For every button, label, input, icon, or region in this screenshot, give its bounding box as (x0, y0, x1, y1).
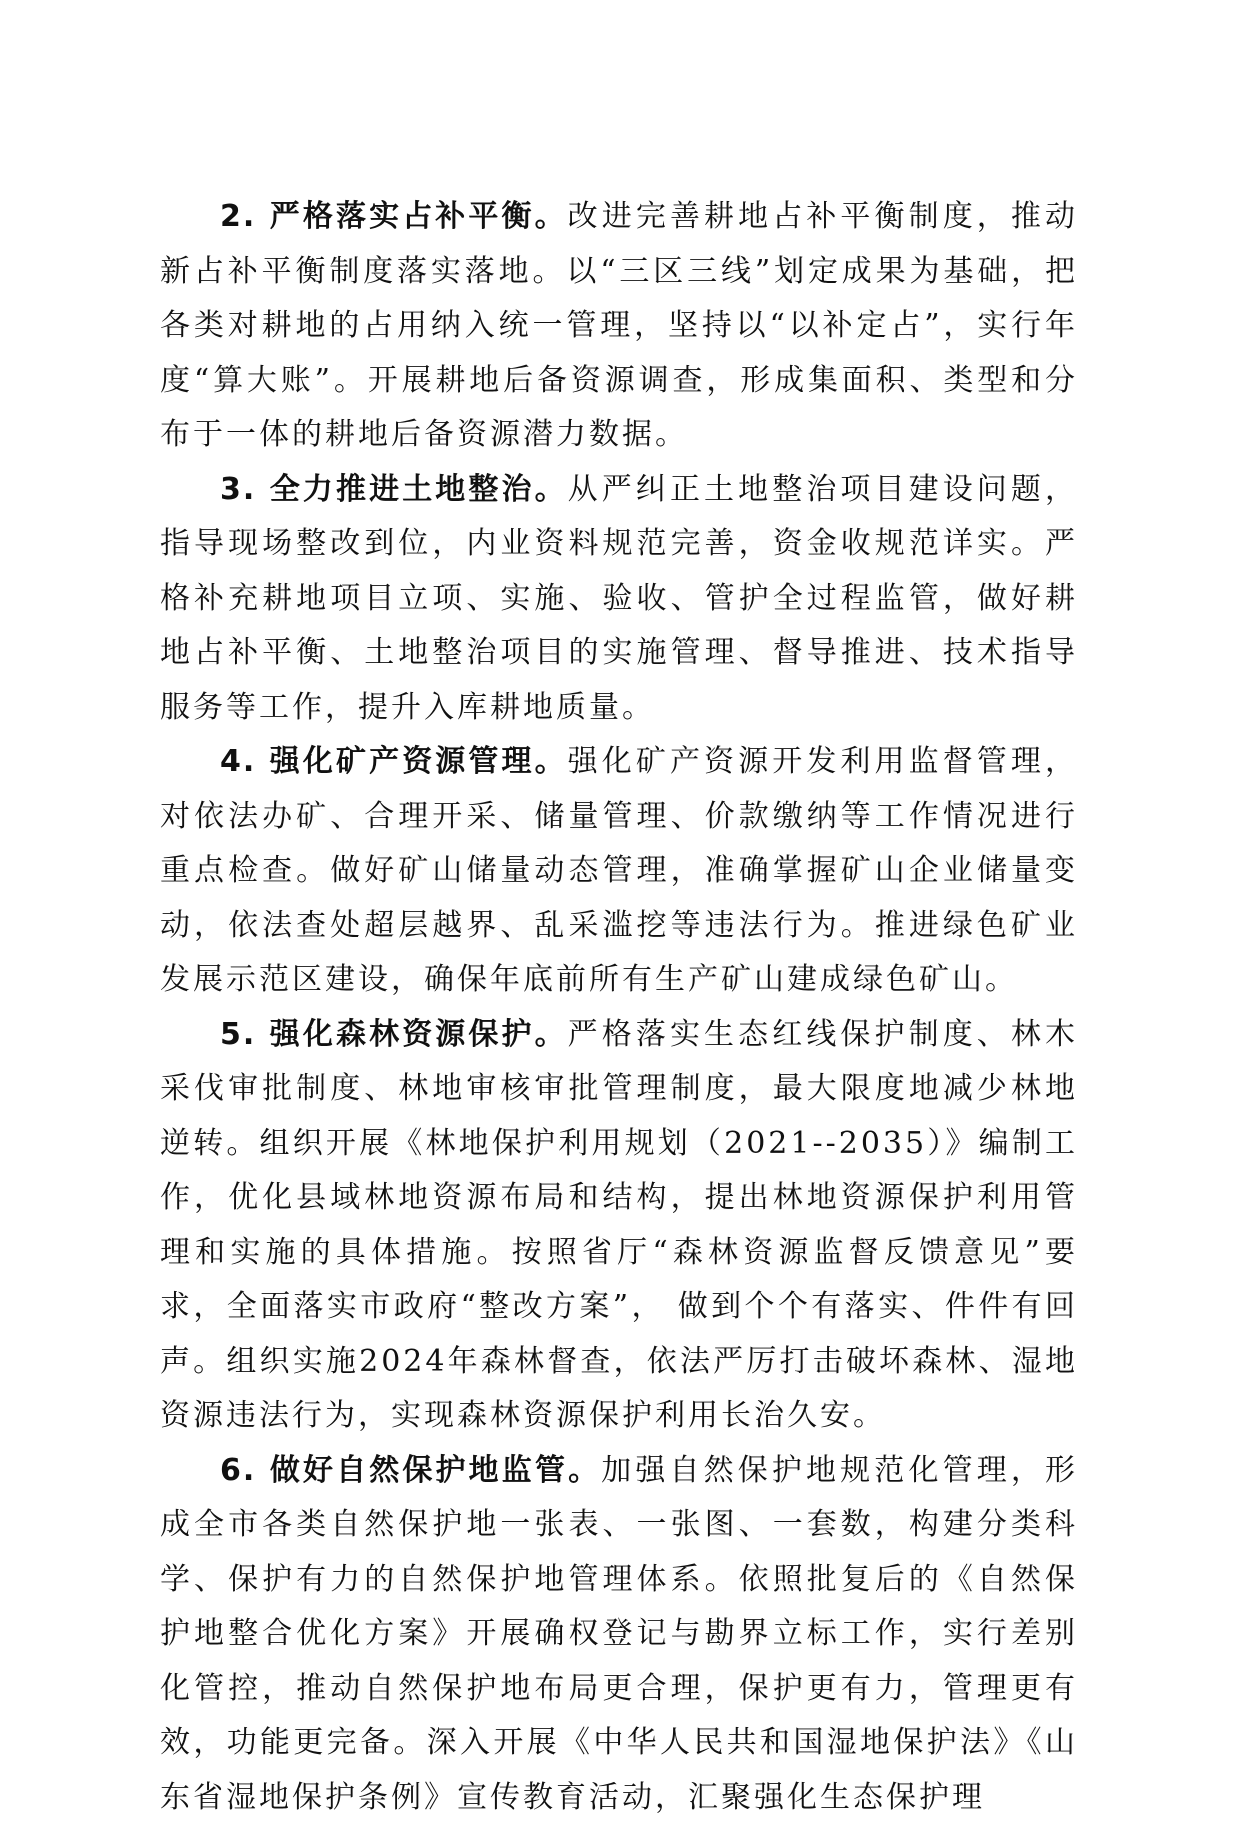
document-page (160, 190, 1078, 1825)
paragraph-mineral-resources (160, 735, 1078, 1008)
paragraph-heading: 2. 严格落实占补平衡。 (220, 199, 568, 234)
paragraph-heading: 4. 强化矿产资源管理。 (220, 744, 568, 779)
paragraph-heading: 5. 强化森林资源保护。 (220, 1017, 568, 1052)
paragraph-body: 从严纠正土地整治项目建设问题，指导现场整改到位，内业资料规范完善，资金收规范详实。严格补充耕地项目立项、实施、验收、管护全过程监管，做好耕地占补平衡、土地整治项目的实施管理、督导推进、技术指导服务等工作，提升入库耕地质量。 (160, 472, 1078, 725)
paragraph-forest-protection (160, 1008, 1078, 1444)
paragraph-heading: 3. 全力推进土地整治。 (220, 472, 568, 507)
paragraph-body: 加强自然保护地规范化管理，形成全市各类自然保护地一张表、一张图、一套数，构建分类科学、保护有力的自然保护地管理体系。依照批复后的《自然保护地整合优化方案》开展确权登记与勘界立标工作，实行差别化管控，推动自然保护地布局更合理，保护更有力，管理更有效，功能更完备。深入开展《中华人民共和国湿地保护法》《山东省湿地保护条例》宣传教育活动，汇聚强化生态保护理 (160, 1453, 1078, 1815)
paragraph-body: 改进完善耕地占补平衡制度，推动新占补平衡制度落实落地。以“三区三线”划定成果为基础，把各类对耕地的占用纳入统一管理，坚持以“以补定占”，实行年度“算大账”。开展耕地后备资源调查，形成集面积、类型和分布于一体的耕地后备资源潜力数据。 (160, 199, 1078, 452)
paragraph-farmland-balance (160, 190, 1078, 463)
paragraph-nature-reserves (160, 1444, 1078, 1825)
paragraph-body: 严格落实生态红线保护制度、林木采伐审批制度、林地审核审批管理制度，最大限度地减少林地逆转。组织开展《林地保护利用规划（2021--2035）》编制工作，优化县域林地资源布局和结构，提出林地资源保护利用管理和实施的具体措施。按照省厅“森林资源监督反馈意见”要求，全面落实市政府“整改方案”， 做到个个有落实、件件有回声。组织实施2024年森林督查，依法严厉打击破坏森林、湿地资源违法行为，实现森林资源保护利用长治久安。 (160, 1017, 1078, 1434)
paragraph-body: 强化矿产资源开发利用监督管理，对依法办矿、合理开采、储量管理、价款缴纳等工作情况进行重点检查。做好矿山储量动态管理，准确掌握矿山企业储量变动，依法查处超层越界、乱采滥挖等违法行为。推进绿色矿业发展示范区建设，确保年底前所有生产矿山建成绿色矿山。 (160, 744, 1078, 997)
paragraph-land-consolidation (160, 463, 1078, 736)
paragraph-heading: 6. 做好自然保护地监管。 (220, 1453, 601, 1488)
